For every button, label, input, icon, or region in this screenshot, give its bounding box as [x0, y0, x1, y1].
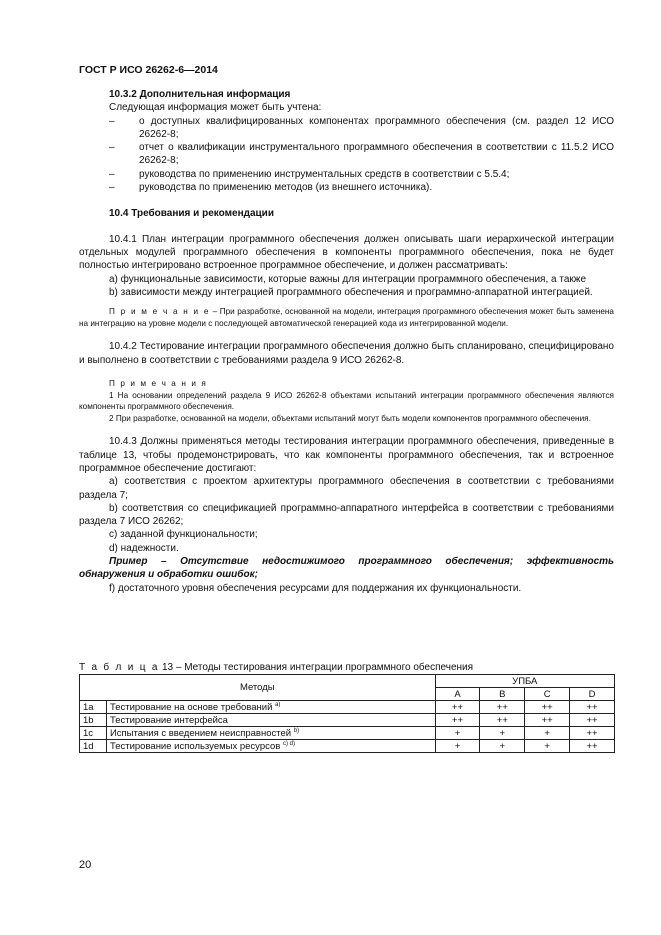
table-caption: Т а б л и ц а 13 – Методы тестирования интеграции программного обеспечения [79, 662, 474, 673]
document-header: ГОСТ Р ИСО 26262-6—2014 [79, 64, 218, 76]
list-item-b: b) соответствия со спецификацией программно-аппаратного интерфейса в соответствии с требованиями раздела 7 ИСО 26262; [79, 502, 614, 528]
list-item-b: b) зависимости между интеграцией программного обеспечения и программно-аппаратной интеграцией. [109, 286, 593, 298]
methods-table [79, 674, 615, 753]
note-item: 2 При разработке, основанной на модели, объектами испытаний могут быть модели компонентов программного обеспечения. [109, 413, 591, 423]
list-item-a: a) функциональные зависимости, которые важны для интеграции программного обеспечения, а также [109, 273, 587, 285]
section-intro: Следующая информация может быть учтена: [109, 102, 322, 114]
list-item-a: a) соответствия с проектом архитектуры программного обеспечения в соответствии с требованиями раздела 7; [79, 476, 614, 501]
section-title-10-3-2: 10.3.2 Дополнительная информация [109, 89, 291, 100]
table-row: 1c Испытания с введением неисправностей $^{b)}$ + + + ++ [80, 727, 615, 740]
list-item-f: f) достаточного уровня обеспечения ресурсами для поддержания их функциональности. [109, 582, 522, 594]
section-title-10-4: 10.4 Требования и рекомендации [109, 208, 274, 220]
methods-header: Методы [80, 675, 436, 701]
asil-level: A [435, 688, 480, 701]
paragraph-10-4-3: 10.4.3 Должны применяться методы тестирования интеграции программного обеспечения, приведенные в таблице 13, чтобы продемонстрировать, что как компоненты программного обеспечения, так и встроенное программное обеспечение достигают: [79, 436, 614, 474]
example-text: Пример – Отсутствие недостижимого программного обеспечения; эффективность обнаружения и обработки ошибок; [79, 555, 614, 581]
paragraph-10-4-1: 10.4.1 План интеграции программного обеспечения должен описывать шаги иерархической интеграции отдельных модулей программного обеспечения в компоненты программного обеспечения, пока не будет полностью интегрировано встроенное программное обеспечение, и должен рассматривать: [79, 233, 614, 272]
list-item: – о доступных квалифицированных компонентах программного обеспечения (см. раздел 12 ИСО 26262-8; [109, 115, 614, 140]
list-item: – отчет о квалификации инструментального программного обеспечения в соответствии с 11.5.2 ИСО 26262-8; [109, 142, 614, 167]
note-1: П р и м е ч а н и е – При разработке, основанной на модели, интеграция программного обеспечения может быть заменена на интеграцию на уровне модели с последующей автоматической генерацией кода из интегрированной модели. [79, 307, 614, 328]
list-item: – руководства по применению методов (из внешнего источника). [109, 182, 433, 194]
page-number: 20 [79, 859, 92, 871]
table-row: 1a Тестирование на основе требований $^{a)}$ ++ ++ ++ ++ [80, 701, 615, 714]
asil-header: УПБА [435, 675, 614, 688]
paragraph-10-4-2: 10.4.2 Тестирование интеграции программного обеспечения должно быть спланировано, специфицировано и выполнено в соответствии с требованиями раздела 9 ИСО 26262-8. [79, 341, 614, 366]
asil-level: B [480, 688, 525, 701]
notes-label: П р и м е ч а н и я [109, 378, 208, 388]
page-content [79, 88, 614, 595]
list-item-d: d) надежности. [109, 542, 179, 554]
asil-level: C [525, 688, 570, 701]
table-row: 1b Тестирование интерфейса ++ ++ ++ ++ [80, 714, 615, 727]
list-item: – руководства по применению инструментальных средств в соответствии с 5.5.4; [109, 168, 510, 180]
note-item: 1 На основании определений раздела 9 ИСО 26262-8 объектами испытаний интеграции программного обеспечения являются компоненты программного обеспечения. [79, 390, 614, 412]
table-row: 1d Тестирование используемых ресурсов $^{c) d)}$ + + + ++ [80, 740, 615, 753]
list-item-c: c) заданной функциональности; [109, 529, 258, 541]
asil-level: D [570, 688, 615, 701]
